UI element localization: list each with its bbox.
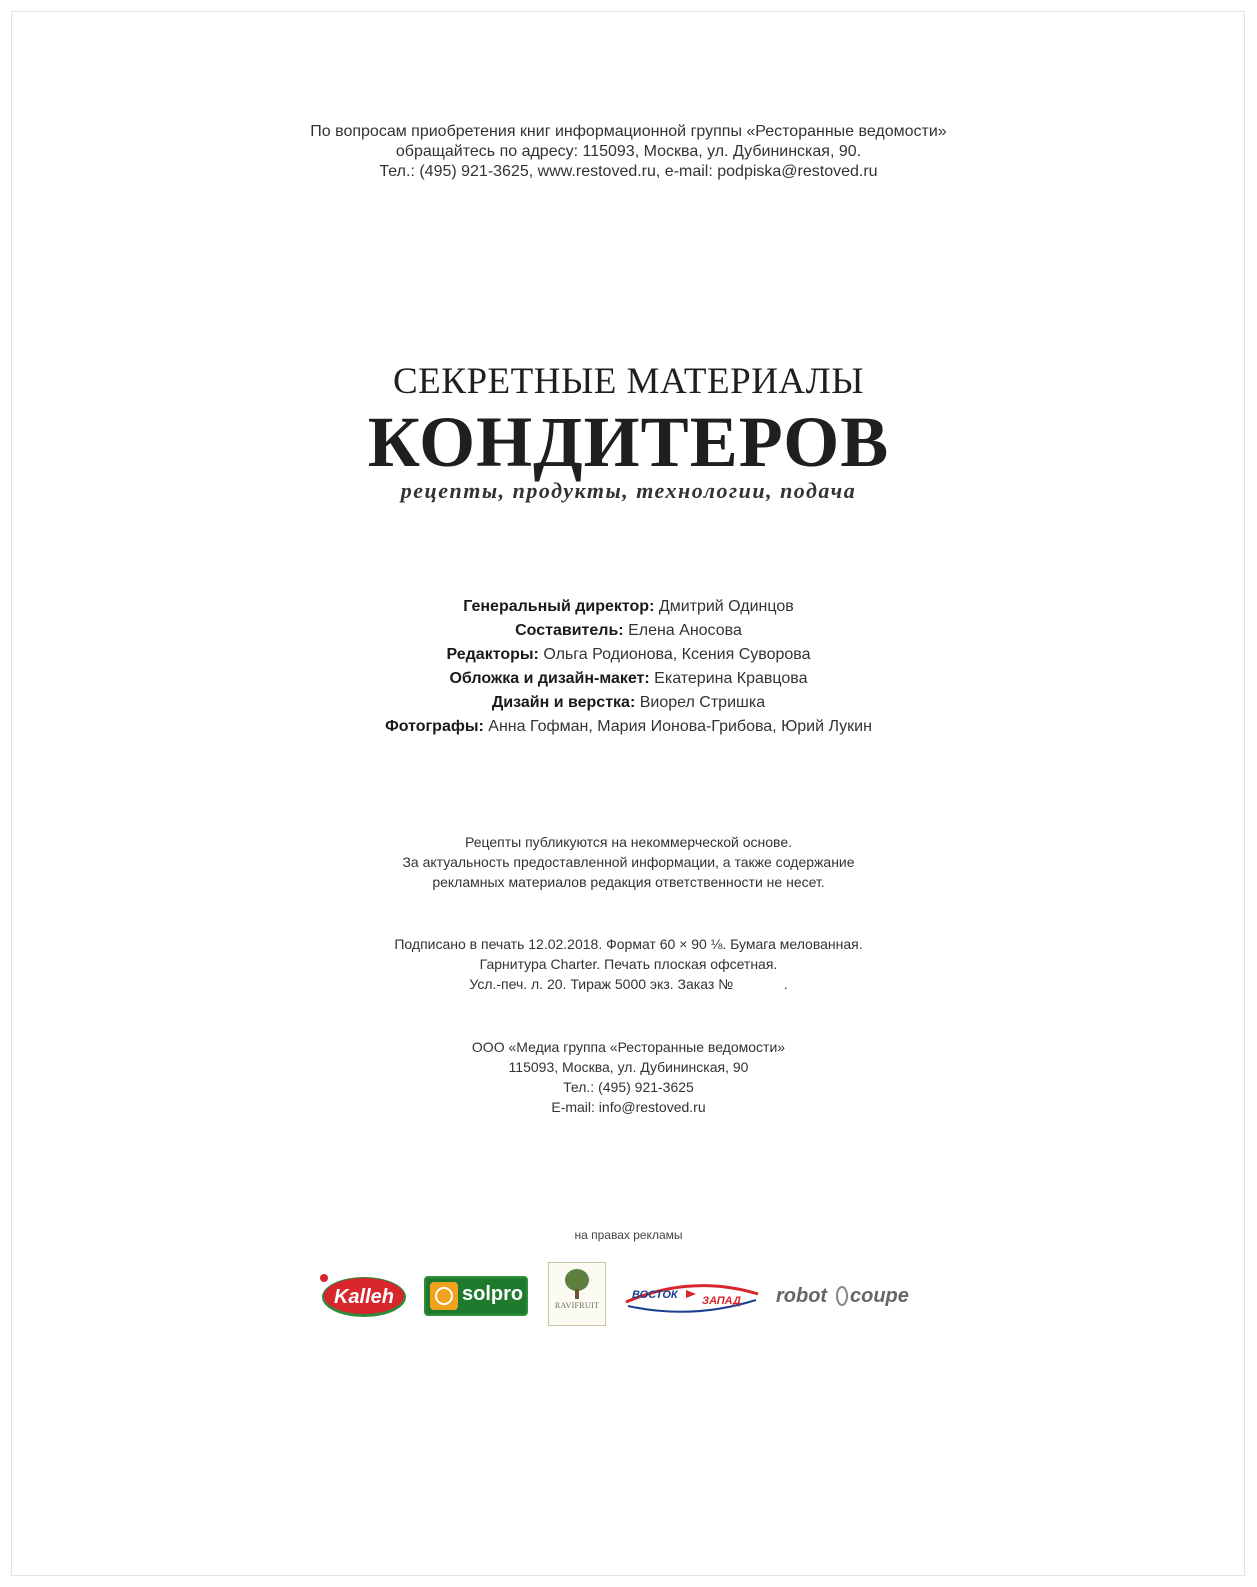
kalleh-logo (318, 1270, 408, 1320)
purchase-info-line: обращайтесь по адресу: 115093, Москва, ул. Дубининская, 90. (395, 143, 862, 160)
credit-names: Екатерина Кравцова (654, 670, 808, 687)
disclaimer-line: За актуальность предоставленной информации, а также содержание (402, 854, 855, 870)
credit-line (0, 595, 1257, 619)
publisher-name: ООО «Медиа группа «Ресторанные ведомости» (471, 1039, 786, 1055)
sponsor-logos (0, 1262, 1257, 1332)
credit-line (0, 667, 1257, 691)
solpro-spiral-icon (430, 1282, 458, 1310)
print-info-line: Усл.-печ. л. 20. Тираж 5000 экз. Заказ № . (469, 976, 788, 992)
credit-role: Дизайн и верстка: (491, 694, 636, 711)
book-subtitle: рецепты, продукты, технологии, подача (400, 478, 857, 503)
ad-note: на правах рекламы (574, 1228, 683, 1242)
disclaimer-line: Рецепты публикуются на некоммерческой основе. (464, 834, 793, 850)
vostok-zapad-logo (622, 1276, 762, 1316)
publisher-info (0, 1037, 1257, 1117)
book-title-top: СЕКРЕТНЫЕ МАТЕРИАЛЫ (392, 361, 865, 402)
ravifruit-logo-text: RAVIFRUIT (554, 1301, 600, 1310)
robot-coupe-logo (776, 1280, 926, 1310)
credit-role: Редакторы: (446, 646, 539, 663)
publisher-phone: Тел.: (495) 921-3625 (563, 1079, 694, 1095)
zapad-logo-text: ЗАПАД (702, 1295, 741, 1307)
credit-line (0, 691, 1257, 715)
vostok-logo-text: ВОСТОК (632, 1289, 678, 1301)
purchase-info (0, 122, 1257, 182)
publisher-email: E-mail: info@restoved.ru (551, 1099, 706, 1115)
page-border (11, 11, 1245, 1576)
credit-names: Анна Гофман, Мария Ионова-Грибова, Юрий Лукин (488, 718, 872, 735)
ravifruit-logo (548, 1262, 606, 1326)
credit-names: Елена Аносова (628, 622, 742, 639)
print-info (0, 934, 1257, 994)
disclaimer (0, 832, 1257, 892)
robot-logo-text: robot (776, 1285, 828, 1307)
print-info-line: Гарнитура Charter. Печать плоская офсетная. (479, 956, 778, 972)
purchase-info-line: По вопросам приобретения книг информационной группы «Ресторанные ведомости» (310, 123, 947, 140)
credit-role: Составитель: (515, 622, 624, 639)
publisher-address: 115093, Москва, ул. Дубининская, 90 (508, 1059, 749, 1075)
credit-names: Виорел Стришка (639, 694, 766, 711)
solpro-logo (424, 1276, 528, 1316)
disclaimer-line: рекламных материалов редакция ответственности не несет. (432, 874, 825, 890)
credit-line (0, 643, 1257, 667)
solpro-logo-text: solpro (462, 1283, 524, 1305)
tree-icon (565, 1269, 589, 1291)
book-title-main: КОНДИТЕРОВ (367, 402, 890, 482)
print-info-line: Подписано в печать 12.02.2018. Формат 60 × 90 ⅛. Бумага мелованная. (394, 936, 863, 952)
coupe-logo-text: coupe (850, 1285, 909, 1307)
credit-names: Ольга Родионова, Ксения Суворова (543, 646, 811, 663)
credit-line (0, 619, 1257, 643)
credit-names: Дмитрий Одинцов (658, 598, 794, 615)
credits (0, 595, 1257, 739)
credit-role: Генеральный директор: (463, 598, 655, 615)
kalleh-logo-text: Kalleh (333, 1286, 395, 1308)
credit-line (0, 715, 1257, 739)
credit-role: Фотографы: (385, 718, 484, 735)
purchase-info-line: Тел.: (495) 921-3625, www.restoved.ru, e-mail: podpiska@restoved.ru (379, 163, 878, 180)
credit-role: Обложка и дизайн-макет: (449, 670, 650, 687)
